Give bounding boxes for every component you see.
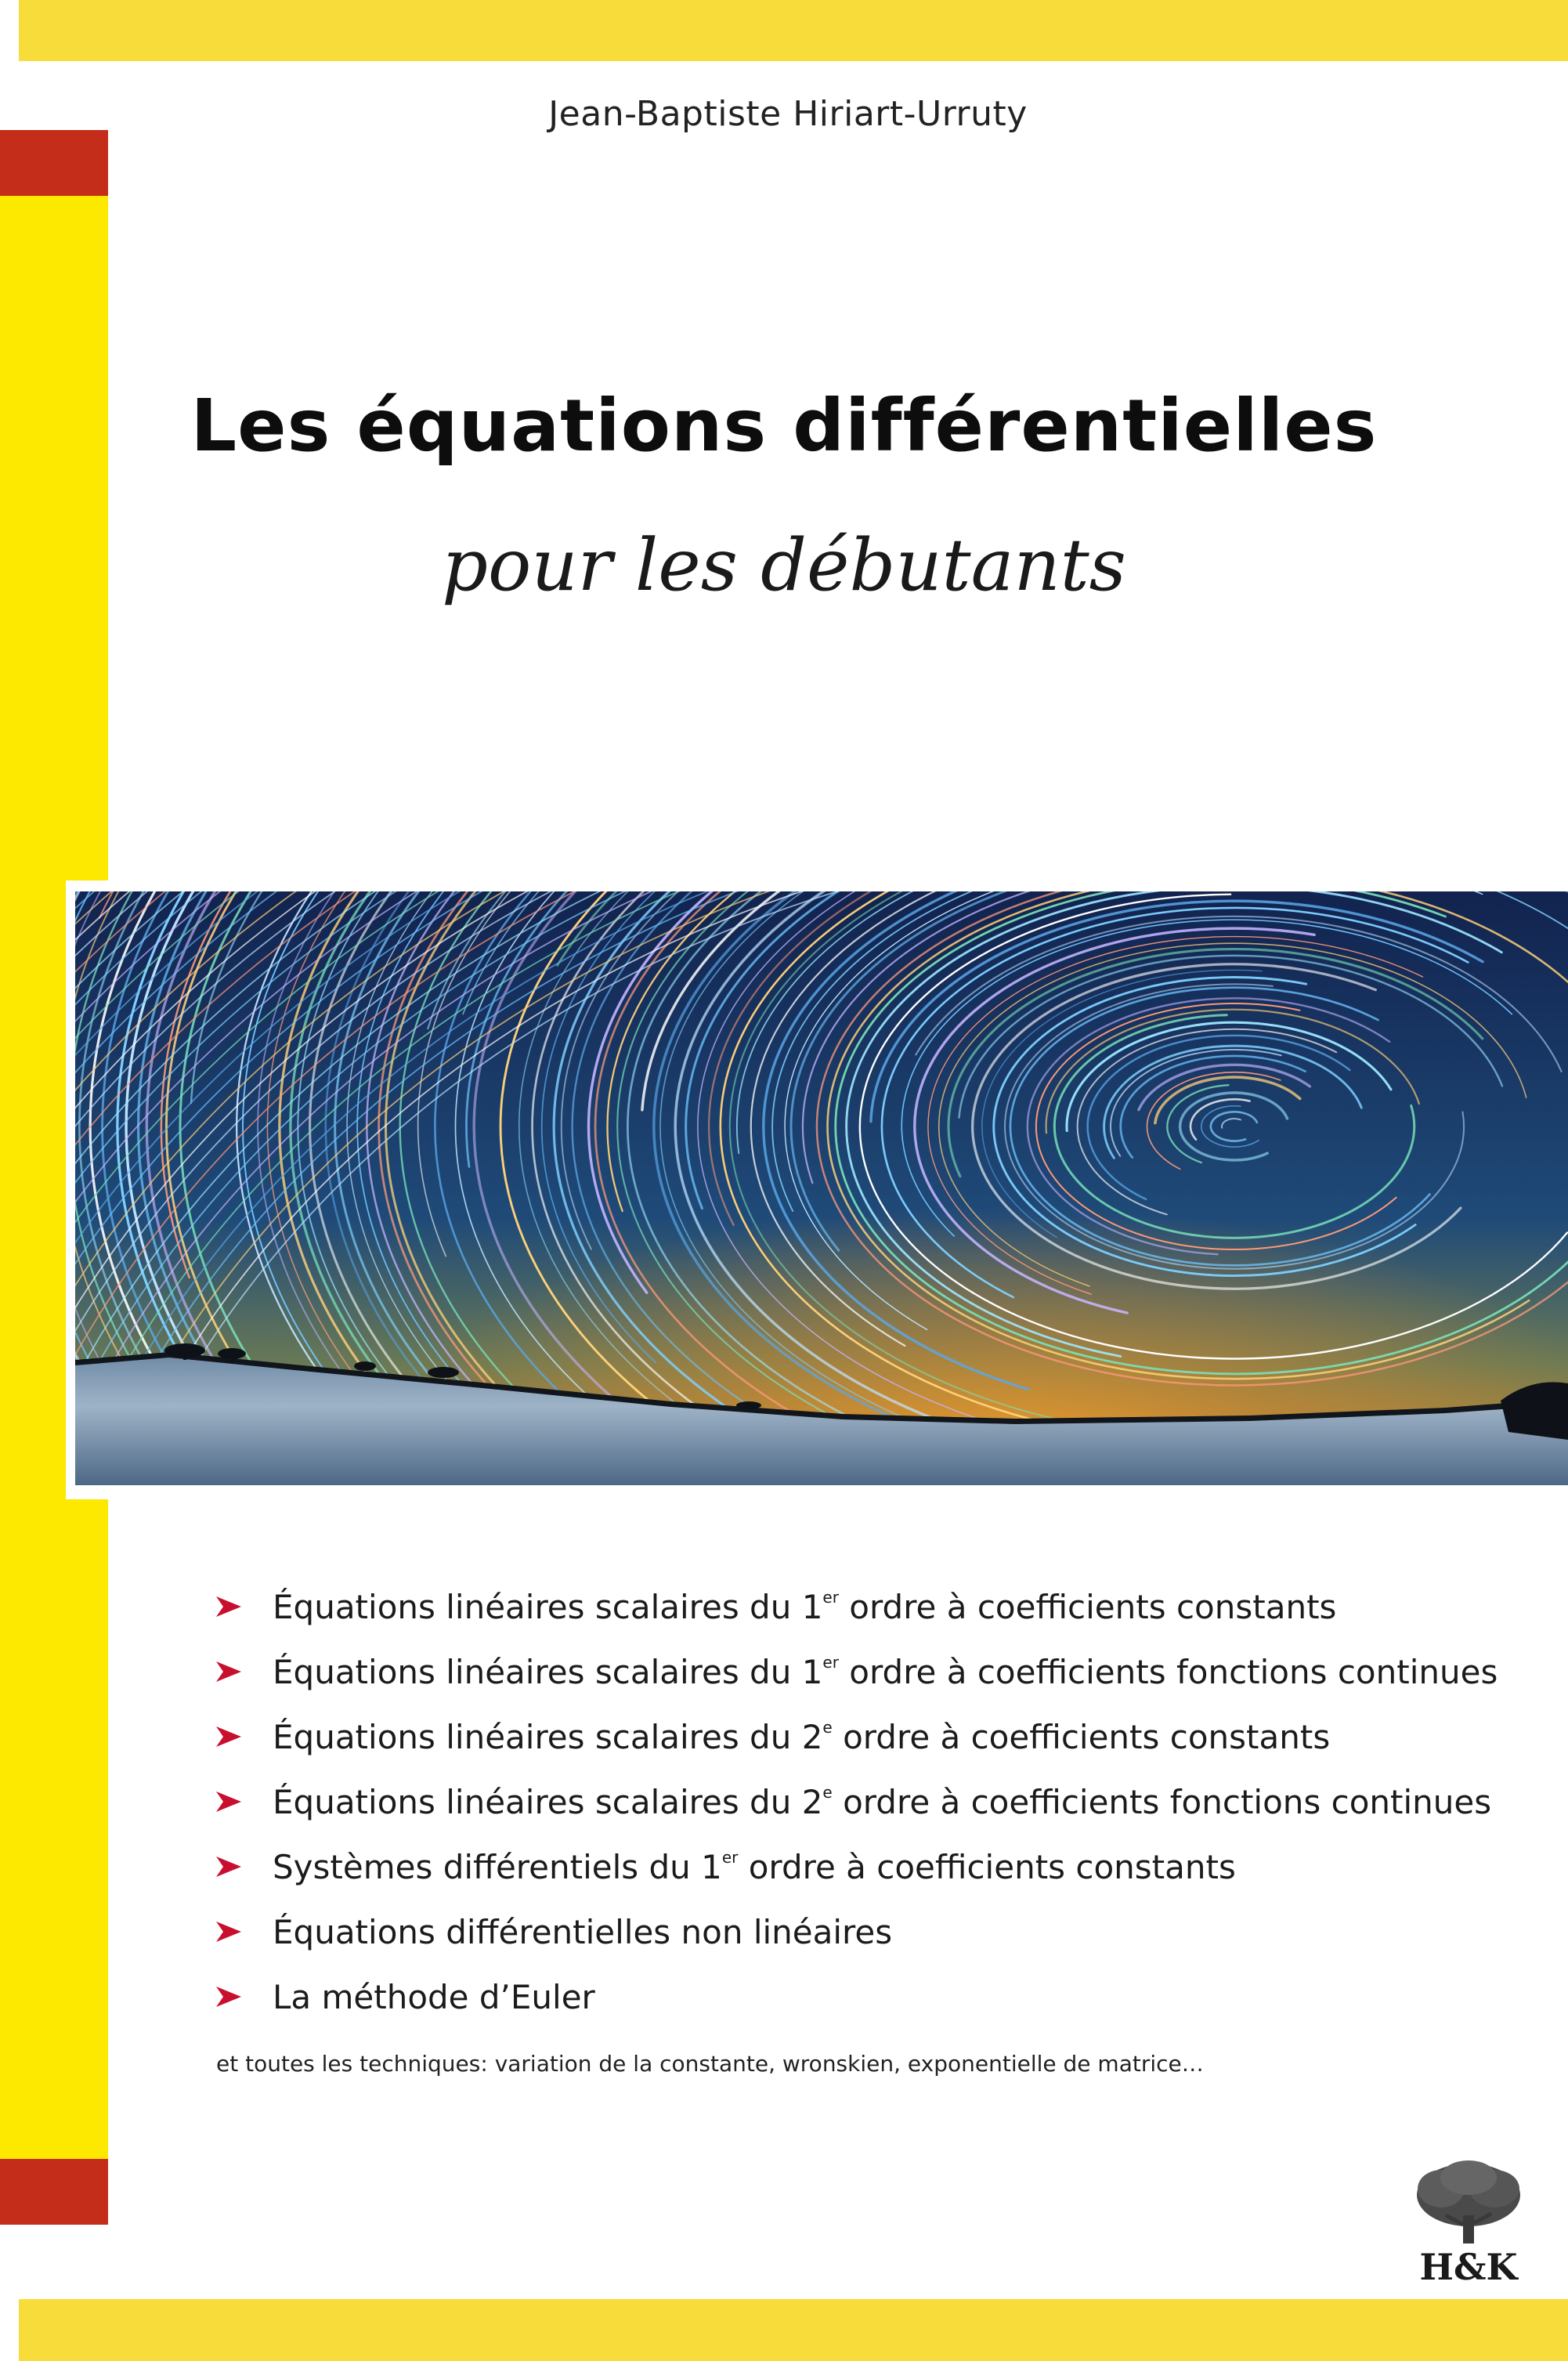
- spine-red-block-top: [0, 130, 108, 196]
- feature-item: [216, 1900, 1498, 1965]
- feature-list: [216, 1575, 1498, 2030]
- feature-item: [216, 1835, 1498, 1900]
- star-trails-photo: [75, 891, 1568, 1485]
- feature-item: [216, 1770, 1498, 1835]
- feature-text: Équations linéaires scalaires du 2: [273, 1783, 823, 1821]
- feature-item: [216, 1965, 1498, 2030]
- feature-text: La méthode d’Euler: [273, 1978, 595, 2016]
- publisher-logo-text: H&K: [1419, 2246, 1518, 2287]
- arrowhead-bullet-icon: [216, 1596, 241, 1617]
- arrowhead-bullet-icon: [216, 1726, 241, 1747]
- ordinal-suffix: er: [721, 1848, 739, 1867]
- feature-text: Équations différentielles non linéaires: [273, 1913, 893, 1951]
- arrowhead-bullet-icon: [216, 1792, 241, 1812]
- arrowhead-bullet-icon: [216, 1661, 241, 1682]
- feature-item: [216, 1640, 1498, 1705]
- tree-icon: [1417, 2160, 1520, 2243]
- spine-red-block-bottom: [0, 2159, 108, 2225]
- feature-text-rest: ordre à coefficients constants: [838, 1588, 1337, 1626]
- ordinal-suffix: er: [822, 1653, 839, 1672]
- techniques-note: et toutes les techniques: variation de la constante, wronskien, exponentielle de matrice…: [216, 2051, 1204, 2077]
- book-title: Les équations différentielles: [190, 384, 1378, 468]
- feature-text: Systèmes différentiels du 1: [273, 1848, 722, 1886]
- feature-text: Équations linéaires scalaires du 1: [273, 1653, 823, 1691]
- feature-item: [216, 1575, 1498, 1640]
- feature-text-rest: ordre à coefficients fonctions continues: [832, 1783, 1492, 1821]
- arrowhead-bullet-icon: [216, 1857, 241, 1877]
- ordinal-suffix: e: [822, 1718, 833, 1737]
- feature-text: Équations linéaires scalaires du 2: [273, 1718, 823, 1756]
- top-yellow-band: [19, 0, 1568, 61]
- arrowhead-bullet-icon: [216, 1987, 241, 2007]
- feature-item: [216, 1705, 1498, 1770]
- book-subtitle: pour les débutants: [442, 523, 1126, 607]
- author-name: Jean-Baptiste Hiriart-Urruty: [548, 94, 1028, 134]
- publisher-logo: [1402, 2154, 1535, 2287]
- arrowhead-bullet-icon: [216, 1922, 241, 1942]
- ordinal-suffix: e: [822, 1783, 833, 1802]
- ordinal-suffix: er: [822, 1588, 839, 1607]
- bottom-yellow-band: [19, 2299, 1568, 2361]
- feature-text-rest: ordre à coefficients fonctions continues: [838, 1653, 1498, 1691]
- feature-text-rest: ordre à coefficients constants: [832, 1718, 1331, 1756]
- feature-text-rest: ordre à coefficients constants: [738, 1848, 1236, 1886]
- feature-text: Équations linéaires scalaires du 1: [273, 1588, 823, 1626]
